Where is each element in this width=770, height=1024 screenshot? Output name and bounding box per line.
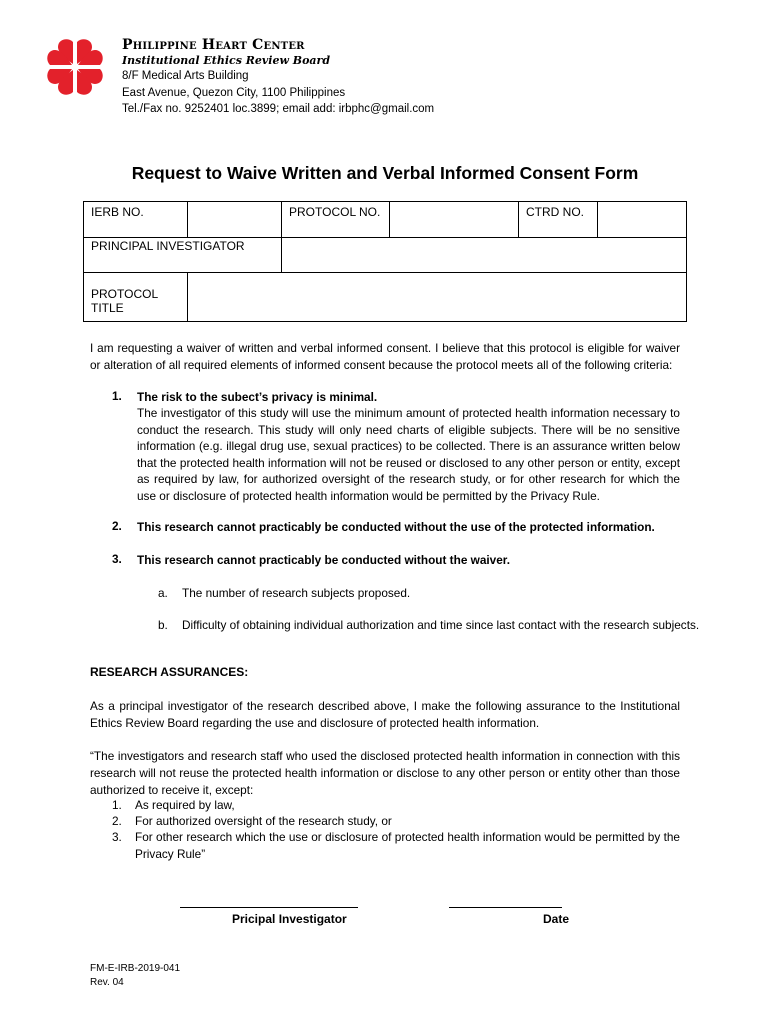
criterion-3-heading: This research cannot practicably be conducted without the waiver.	[137, 553, 511, 567]
sub-item-b-letter: b.	[158, 618, 168, 632]
contact-line: Tel./Fax no. 9252401 loc.3899; email add: irbphc@gmail.com	[122, 103, 435, 115]
sub-item-a-letter: a.	[158, 586, 168, 600]
phc-heart-logo	[46, 38, 104, 96]
revision-number: Rev. 04	[90, 977, 124, 988]
protocol-title-field[interactable]	[188, 273, 687, 322]
sub-item-a-text: The number of research subjects proposed.	[182, 586, 411, 600]
protocol-no-field[interactable]	[390, 202, 519, 238]
ctrd-no-label: CTRD NO.	[519, 202, 598, 238]
criterion-2-heading: This research cannot practicably be conducted without the use of the protected information.	[137, 520, 655, 534]
assurance-item-1-text: As required by law,	[135, 798, 235, 812]
investigator-signature-line[interactable]	[180, 907, 358, 908]
criterion-2-number: 2.	[112, 519, 122, 533]
address-line-2: East Avenue, Quezon City, 1100 Philippines	[122, 86, 346, 99]
assurance-item-1-number: 1.	[112, 798, 122, 812]
assurance-item-3-text: For other research which the use or disclosure of protected health information would be permitted by the Privacy Rule”	[135, 830, 680, 861]
ierb-no-field[interactable]	[188, 202, 282, 238]
form-code: FM-E-IRB-2019-041	[90, 963, 181, 974]
address-line-1: 8/F Medical Arts Building	[122, 70, 249, 82]
protocol-no-label: PROTOCOL NO.	[282, 202, 390, 238]
investigator-signature-label: Pricipal Investigator	[232, 912, 347, 926]
assurance-paragraph: As a principal investigator of the research described above, I make the following assurance to the Institutional Ethics Review Board regarding the use and disclosure of protected health information.	[90, 699, 680, 730]
criterion-1-number: 1.	[112, 389, 122, 403]
principal-investigator-field[interactable]	[282, 238, 687, 273]
date-label: Date	[543, 912, 570, 926]
heart-cross-icon	[46, 38, 104, 96]
letterhead	[122, 37, 434, 118]
criterion-1-text: The investigator of this study will use the minimum amount of protected health information necessary to conduct the research. This study will only need charts of eligible subjects. There will be no sensitive information (e.g. illegal drug use, sexual practices) to be collected. There is an assurance written below that the protected health information will not be reused or disclosed to any other person or entity, except as required by law, for authorized oversight of the research study, or for other research for which the use or disclosure of protected health information would be permitted by the Privacy Rule.	[137, 406, 680, 503]
sub-item-b-text: Difficulty of obtaining individual authorization and time since last contact with the research subjects.	[182, 618, 700, 632]
intro-paragraph: I am requesting a waiver of written and verbal informed consent. I believe that this protocol is eligible for waiver or alteration of all required elements of informed consent because the protocol meets all of the following criteria:	[90, 341, 680, 372]
ctrd-no-field[interactable]	[598, 202, 687, 238]
ierb-no-label: IERB NO.	[84, 202, 188, 238]
criterion-3-number: 3.	[112, 552, 122, 566]
board-name: Institutional Ethics Review Board	[122, 54, 331, 67]
form-footer	[90, 962, 180, 990]
protocol-info-table	[83, 201, 687, 322]
assurance-item-2-number: 2.	[112, 814, 122, 828]
protocol-title-label: PROTOCOL TITLE	[84, 273, 188, 322]
assurance-item-2-text: For authorized oversight of the research study, or	[135, 814, 392, 828]
criterion-1-heading: The risk to the subect’s privacy is minimal.	[137, 390, 378, 404]
organization-name: Philippine Heart Center	[122, 37, 305, 53]
assurance-item-3-number: 3.	[112, 830, 122, 844]
form-title: Request to Waive Written and Verbal Informed Consent Form	[131, 163, 639, 183]
principal-investigator-label: PRINCIPAL INVESTIGATOR	[84, 238, 282, 273]
assurance-quote: “The investigators and research staff who used the disclosed protected health information in connection with this research will not reuse the protected health information or disclose to any other person or entity other than those authorized to receive it, except:	[90, 749, 680, 797]
research-assurances-heading: RESEARCH ASSURANCES:	[90, 665, 249, 679]
date-signature-line[interactable]	[449, 907, 562, 908]
